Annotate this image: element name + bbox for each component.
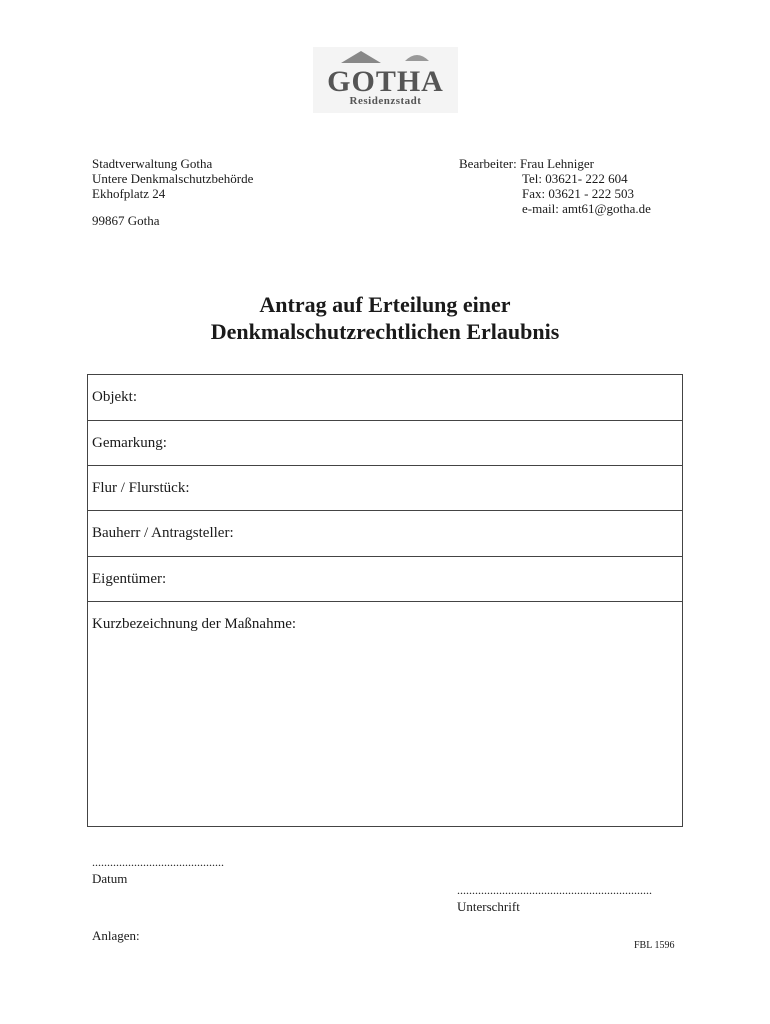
field-objekt[interactable] xyxy=(88,375,682,421)
field-bauherr-label: Bauherr / Antragsteller: xyxy=(92,525,234,541)
logo-name: GOTHA xyxy=(327,65,444,98)
field-objekt-label: Objekt: xyxy=(92,389,137,405)
logo-subtitle: Residenzstadt xyxy=(349,95,422,107)
field-kurzbezeichnung[interactable] xyxy=(88,602,682,826)
field-flur[interactable] xyxy=(88,466,682,511)
signature-line[interactable]: ................................................................. xyxy=(457,883,652,897)
date-line[interactable]: ............................................ xyxy=(92,855,224,869)
attachments-label: Anlagen: xyxy=(92,928,140,943)
page-title xyxy=(0,291,770,345)
city-logo xyxy=(313,47,458,113)
contact-fax: Fax: 03621 - 222 503 xyxy=(522,186,634,201)
title-line-1: Antrag auf Erteilung einer xyxy=(259,292,511,317)
field-flur-label: Flur / Flurstück: xyxy=(92,480,190,496)
field-gemarkung-label: Gemarkung: xyxy=(92,435,167,451)
contact-email: e-mail: amt61@gotha.de xyxy=(522,201,651,216)
sender-address xyxy=(92,156,253,228)
sender-line-3: Ekhofplatz 24 xyxy=(92,186,166,201)
sender-city: 99867 Gotha xyxy=(92,213,160,228)
sender-line-2: Untere Denkmalschutzbehörde xyxy=(92,171,254,186)
contact-tel: Tel: 03621- 222 604 xyxy=(522,171,628,186)
field-eigentuemer-label: Eigentümer: xyxy=(92,571,167,587)
signature-label: Unterschrift xyxy=(457,899,520,914)
form-code: FBL 1596 xyxy=(634,940,675,951)
field-eigentuemer[interactable] xyxy=(88,557,682,602)
contact-block xyxy=(459,156,651,216)
contact-editor: Bearbeiter: Frau Lehniger xyxy=(459,156,594,171)
date-label: Datum xyxy=(92,871,128,886)
field-gemarkung[interactable] xyxy=(88,421,682,466)
field-bauherr[interactable] xyxy=(88,511,682,557)
sender-line-1: Stadtverwaltung Gotha xyxy=(92,156,213,171)
field-kurzbezeichnung-label: Kurzbezeichnung der Maßnahme: xyxy=(92,616,297,632)
application-form xyxy=(87,374,683,827)
title-line-2: Denkmalschutzrechtlichen Erlaubnis xyxy=(210,319,560,344)
